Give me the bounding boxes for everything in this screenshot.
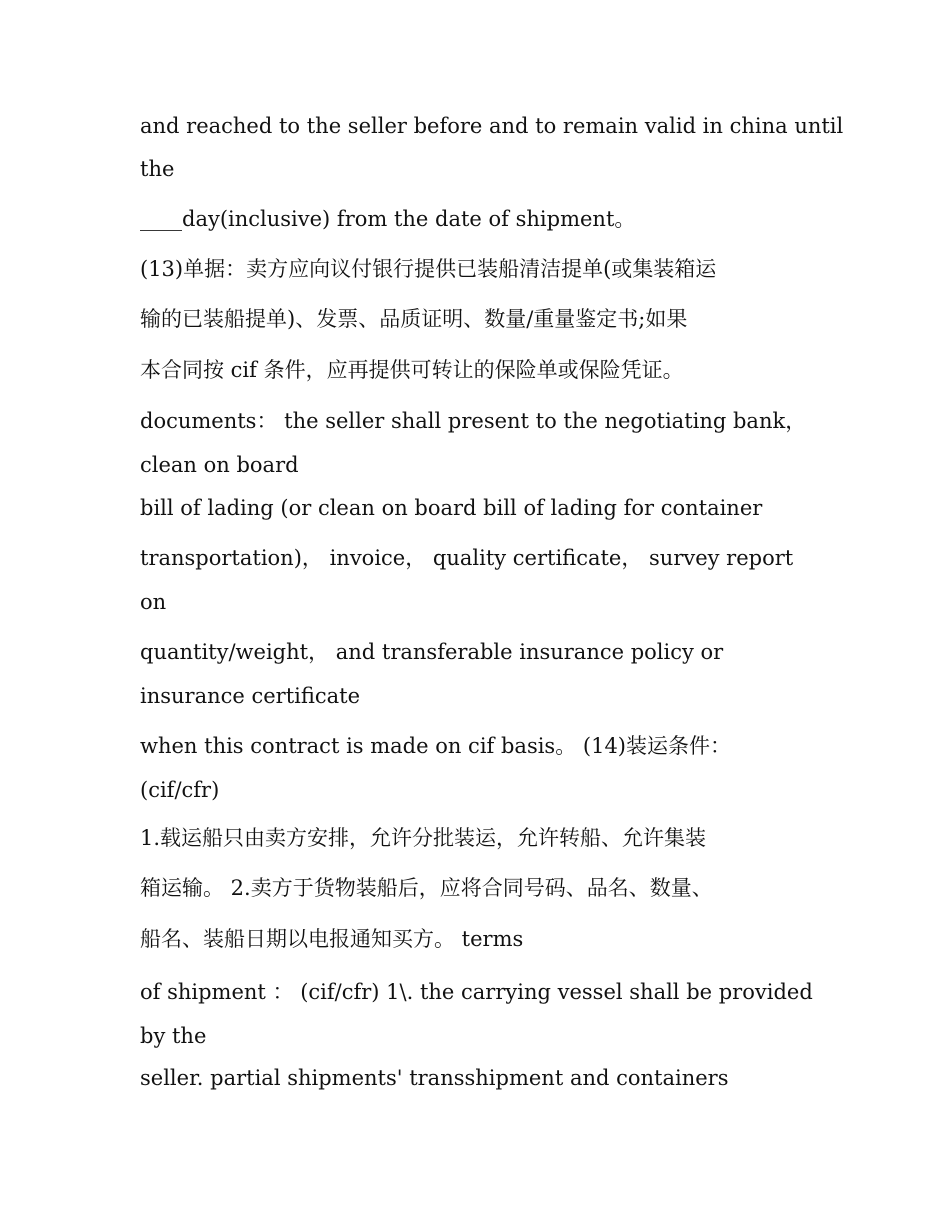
text-line: when this contract is made on cif basis。 (14)装运条件： [140,734,731,758]
text-line: transportation)， invoice， quality certificate， survey report [140,546,794,570]
text-line: 船名、装船日期以电报通知买方。 terms [140,927,524,951]
text-line: of shipment ： (cif/cfr) 1\. the carrying vessel shall be provided [140,980,813,1004]
text-line: on [140,590,167,614]
text-line: documents： the seller shall present to the negotiating bank， [140,409,807,433]
text-line: quantity/weight， and transferable insurance policy or [140,640,724,664]
text-line: seller. partial shipments' transshipment and containers [140,1066,729,1090]
text-line: 箱运输。 2.卖方于货物装船后，应将合同号码、品名、数量、 [140,876,713,900]
text-line: bill of lading (or clean on board bill of lading for container [140,496,763,520]
text-line: clean on board [140,453,299,477]
text-line: by the [140,1024,207,1048]
text-line: (cif/cfr) [140,778,220,802]
text-line: (13)单据：卖方应向议付银行提供已装船清洁提单(或集装箱运 [140,257,717,281]
text-line: and reached to the seller before and to remain valid in china until [140,114,844,138]
text-line: 1.载运船只由卖方安排，允许分批装运，允许转船、允许集装 [140,826,707,850]
text-line: 输的已装船提单)、发票、品质证明、数量/重量鉴定书;如果 [140,307,688,331]
text-line: insurance certificate [140,684,361,708]
text-line: ____day(inclusive) from the date of shipment。 [140,207,636,231]
text-line: 本合同按 cif 条件，应再提供可转让的保险单或保险凭证。 [140,358,684,382]
text-line: the [140,157,175,181]
